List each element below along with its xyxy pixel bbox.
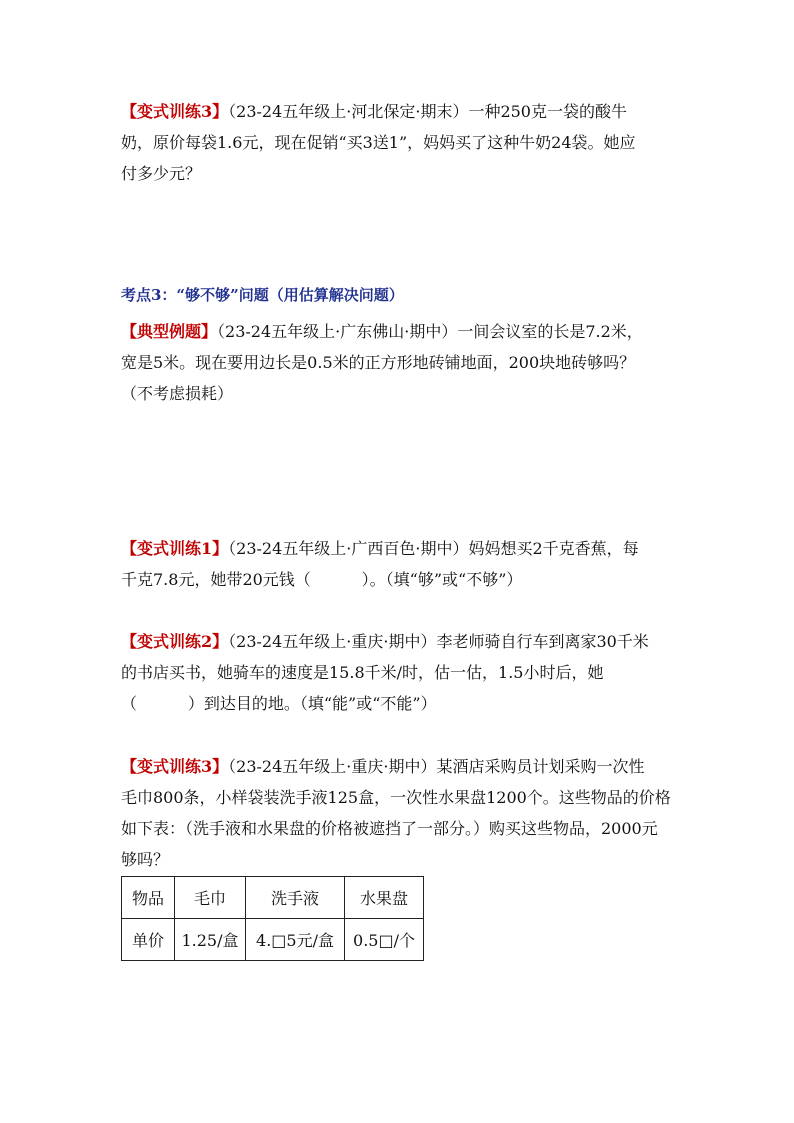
question-line: （不考虑损耗） (121, 384, 234, 403)
typical-example (121, 316, 681, 409)
exercise-tag: 【变式训练2】 (121, 632, 229, 651)
table-cell: 水果盘 (345, 877, 424, 919)
table-row (122, 919, 424, 961)
question-line: 毛巾800条，小样袋装洗手液125盒，一次性水果盘1200个。这些物品的价格 (121, 788, 671, 807)
exercise-tag: 【变式训练1】 (121, 539, 229, 558)
question-line: （23-24五年级上·重庆·期中）某酒店采购员计划采购一次性 (228, 757, 645, 776)
table-header-row (122, 877, 424, 919)
question-line: 奶，原价每袋1.6元，现在促销“买3送1”，妈妈买了这种牛奶24袋。她应 (121, 133, 636, 152)
table-cell: 洗手液 (246, 877, 345, 919)
section-heading: 考点3：“够不够”问题（用估算解决问题） (121, 286, 404, 304)
question-line: （23-24五年级上·广东佛山·期中）一间会议室的长是7.2米， (217, 322, 643, 341)
question-line: （23-24五年级上·河北保定·期末）一种250克一袋的酸牛 (228, 102, 627, 121)
exercise-2 (121, 626, 681, 719)
question-line: （23-24五年级上·广西百色·期中）妈妈想买2千克香蕉，每 (228, 539, 639, 558)
question-line: 够吗？ (121, 850, 170, 869)
question-line: （ ）到达目的地。（填“能”或“不能”） (121, 694, 437, 713)
question-line: （23-24五年级上·重庆·期中）李老师骑自行车到离家30千米 (228, 632, 649, 651)
question-line: 如下表：（洗手液和水果盘的价格被遮挡了一部分。）购买这些物品，2000元 (121, 819, 658, 838)
table-cell: 0.5□/个 (345, 919, 424, 961)
table-cell: 4.□5元/盒 (246, 919, 345, 961)
exercise-3-top (121, 96, 681, 189)
table-cell: 1.25/盒 (175, 919, 246, 961)
question-line: 付多少元？ (121, 164, 202, 183)
question-line: 宽是5米。现在要用边长是0.5米的正方形地砖铺地面，200块地砖够吗？ (121, 353, 636, 372)
question-line: 千克7.8元，她带20元钱（ ）。（填“够”或“不够”） (121, 570, 523, 589)
exercise-1 (121, 533, 681, 595)
price-table (121, 876, 424, 961)
table-cell: 物品 (122, 877, 175, 919)
question-line: 的书店买书，她骑车的速度是15.8千米/时，估一估，1.5小时后，她 (121, 663, 604, 682)
exercise-3 (121, 751, 681, 875)
exercise-tag: 【变式训练3】 (121, 757, 229, 776)
exercise-tag: 【变式训练3】 (121, 102, 229, 121)
table-cell: 单价 (122, 919, 175, 961)
table-cell: 毛巾 (175, 877, 246, 919)
example-tag: 【典型例题】 (121, 322, 218, 341)
